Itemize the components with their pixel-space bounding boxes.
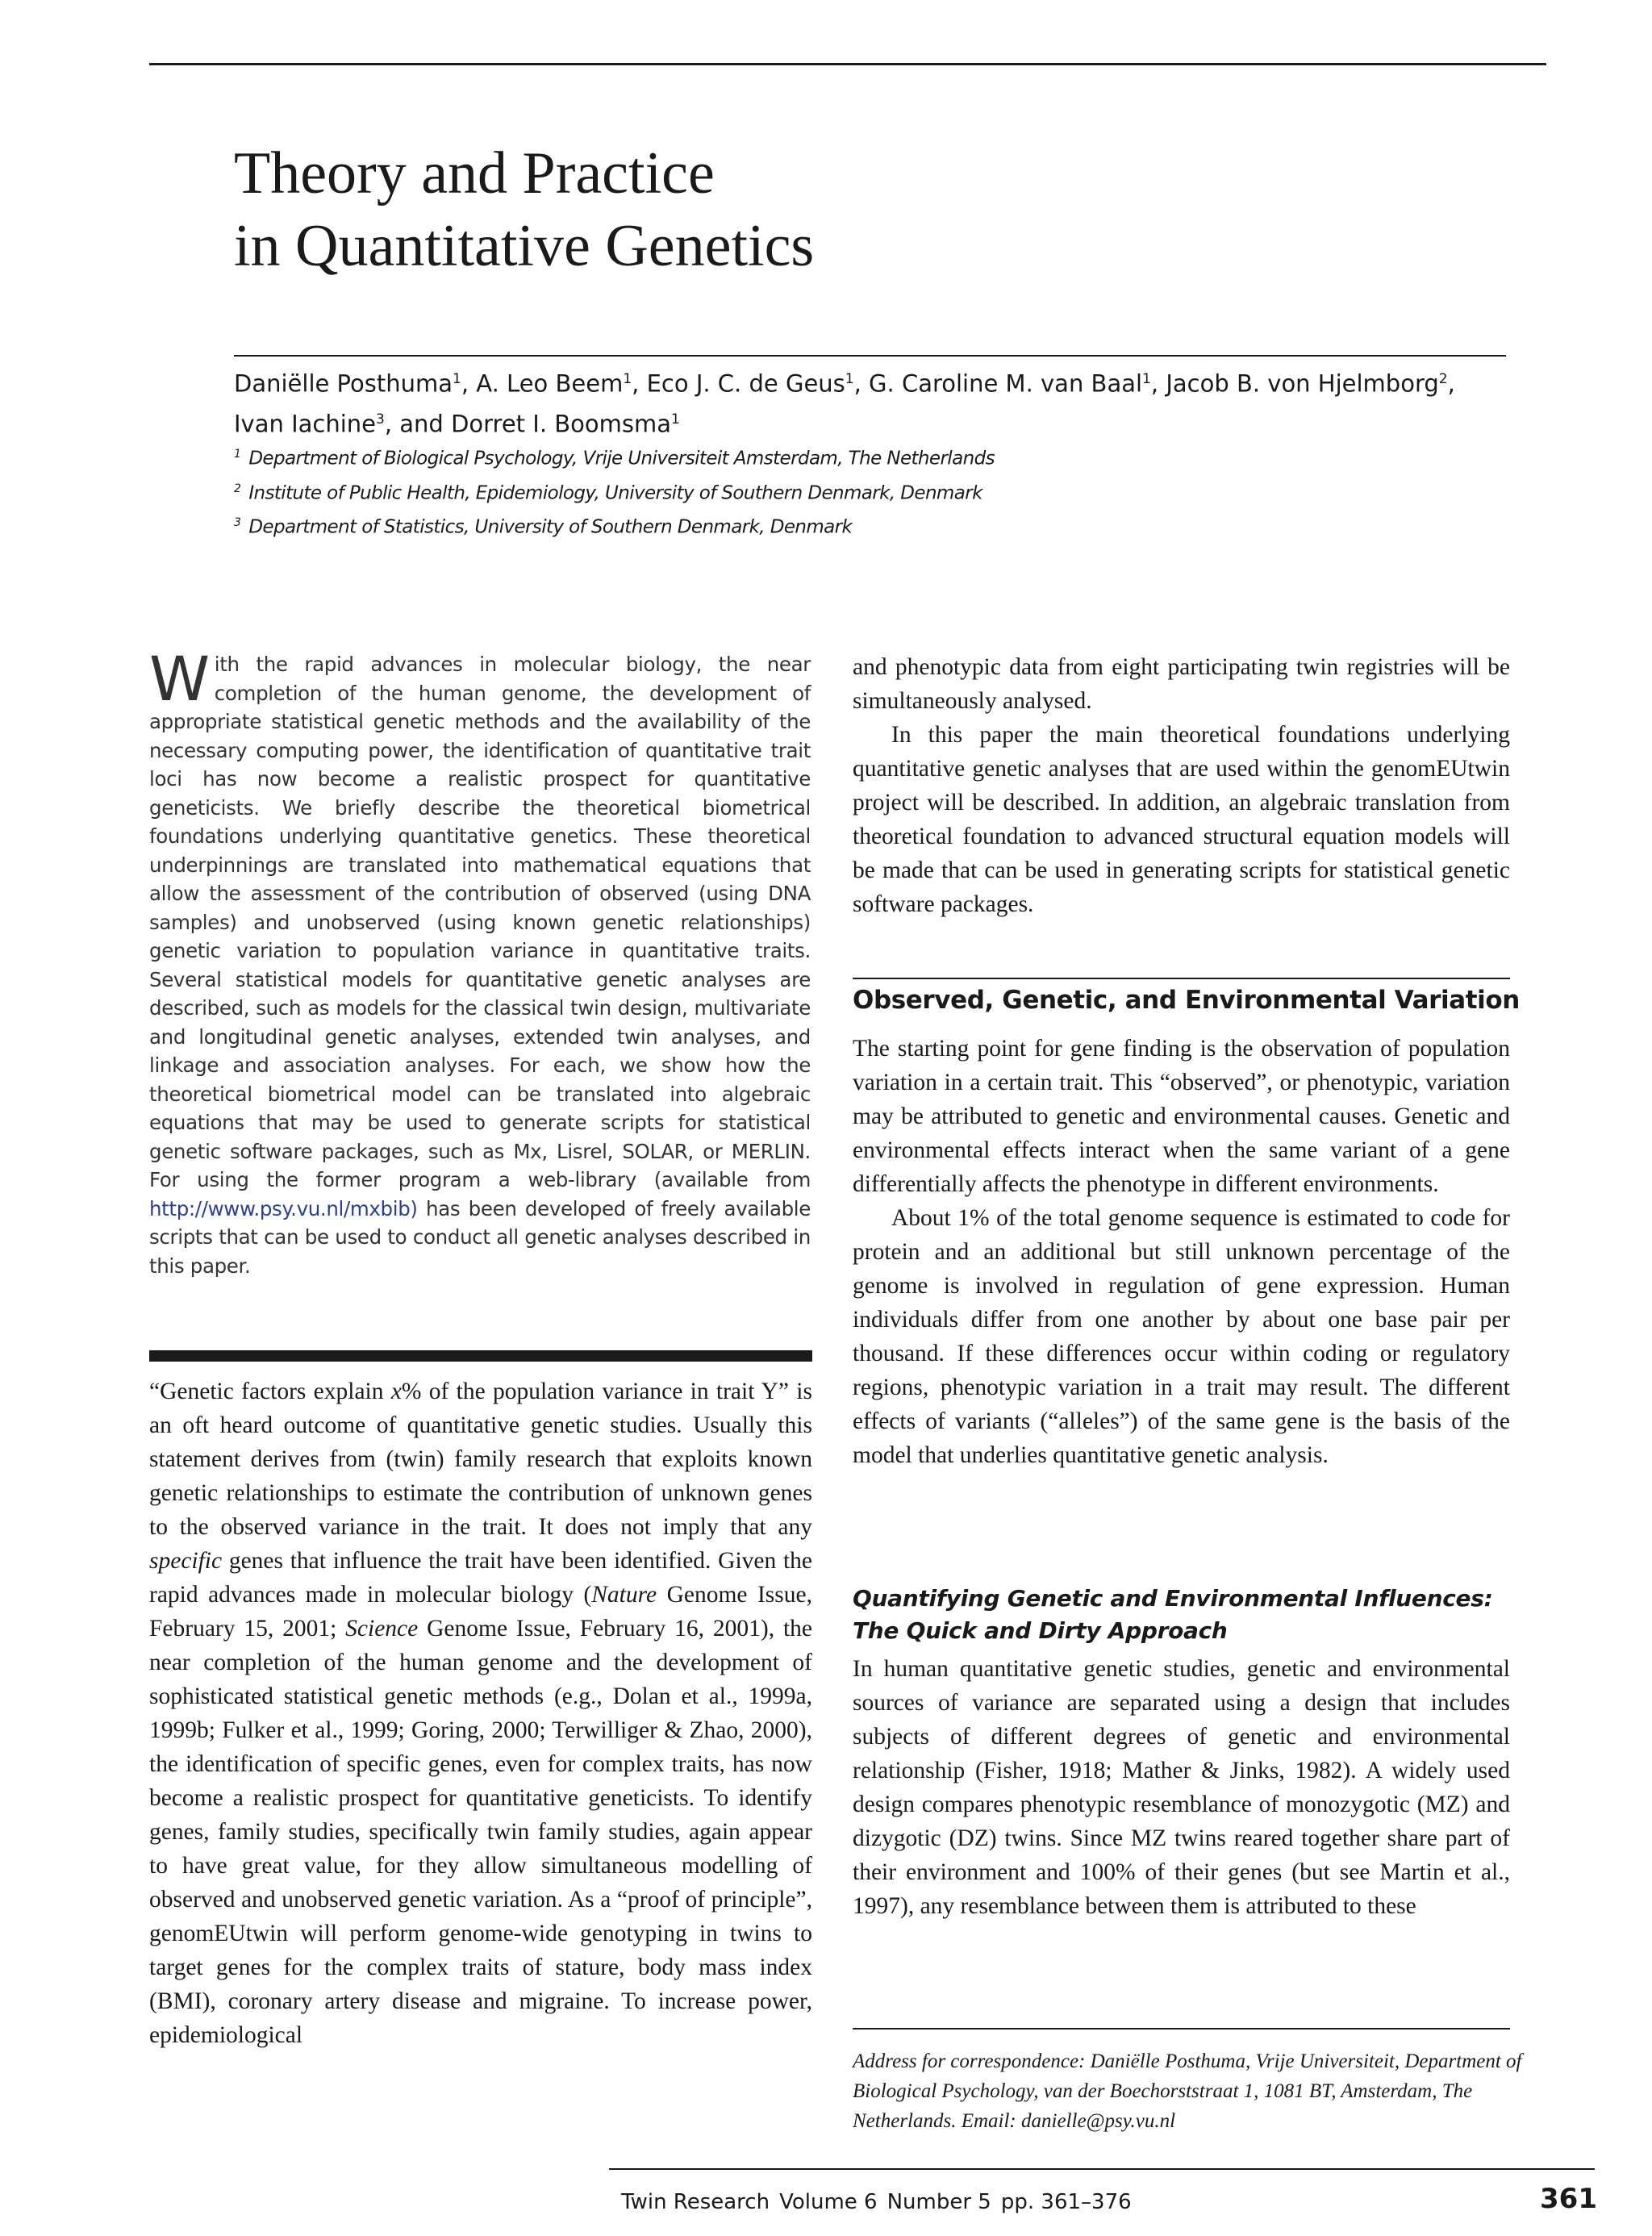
abstract-text: ith the rapid advances in molecular biology, the near completion of the human genome, the development of appropriate statistical genetic methods and the availability of the necessary computing power, the identification of quantitative trait loci has now become a realistic prospect for quantitative geneticists. We briefly describe the theoretical biometrical foundations underlying quantitative genetics. These theoretical underpinnings are translated into mathematical equations that allow the assessment of the contribution of observed (using DNA samples) and unobserved (using known genetic relationships) genetic variation to population variance in quantitative traits. Several statistical models for quantitative genetic analyses are described, such as models for the classical twin design, multivariate and longitudinal genetic analyses, extended twin analyses, and linkage and association analyses. For each, we show how the theoretical biometrical model can be translated into algebraic equations that may be used to generate scripts for statistical genetic software packages, such as Mx, Lisrel, SOLAR, or MERLIN. For using the former program a web-library (available from [149, 653, 811, 1191]
journal-pages: pp. 361–376 [1000, 2190, 1132, 2214]
journal-footer [621, 2188, 1347, 2216]
subsection-heading-line-1: Quantifying Genetic and Environmental Influences: [853, 1585, 1493, 1612]
journal-volume: Volume 6 [779, 2190, 878, 2214]
intro-continuation: and phenotypic data from eight participating twin registries will be simultaneously analysed. [853, 654, 1510, 714]
section-body [853, 1032, 1510, 1472]
page-number: 361 [1540, 2183, 1597, 2215]
affiliation-text: Department of Biological Psychology, Vrije Universiteit Amsterdam, The Netherlands [248, 448, 995, 469]
text-run: Genome Issue, February 16, 2001), the near completion of the human genome and the development of sophisticated statistical genetic methods (e.g., Dolan et al., 1999a, 1999b; Fulker et al., 1999; Goring, 2000; Terwilliger & Zhao, 2000), the identification of specific genes, even for complex traits, has now become a realistic prospect for quantitative geneticists. To identify genes, family studies, specifically twin family studies, again appear to have great value, for they allow simultaneous modelling of observed and unobserved genetic variation. As a “proof of principle”, genomEUtwin will perform genome-wide genotyping in twins to target genes for the complex traits of stature, body mass index (BMI), coronary artery disease and migraine. To increase power, epidemiological [149, 1616, 813, 2048]
text-run-italic: x [390, 1379, 402, 1404]
author-separator: , [632, 369, 647, 398]
journal-number: Number 5 [886, 2190, 991, 2214]
affiliation-marker: 3 [376, 411, 385, 428]
author-separator: , [1150, 369, 1166, 398]
address-rule [853, 2028, 1510, 2030]
section-heading: Observed, Genetic, and Environmental Variation [853, 986, 1520, 1015]
affiliation-text: Department of Statistics, University of Southern Denmark, Denmark [248, 516, 853, 538]
author-name: Eco J. C. de Geus [646, 369, 845, 398]
text-run: “Genetic factors explain [149, 1379, 391, 1404]
author-name: G. Caroline M. van Baal [869, 369, 1143, 398]
text-run: % of the population variance in trait Y” is an oft heard outcome of quantitative genetic studies. Usually this statement derives from (twin) family research that exploits known genetic relationships to estimate the contribution of unknown genes to the observed variance in the trait. It does not imply that any [149, 1379, 812, 1540]
author-rule [234, 355, 1506, 357]
abstract-text-end: has been developed of freely available scripts that can be used to conduct all genetic analyses described in this paper. [149, 1196, 811, 1278]
correspondence-address: Address for correspondence: Daniëlle Posthuma, Vrije Universiteit, Department of Biological Psychology, van der Boechorststraat 1, 1081 BT, Amsterdam, The Netherlands. Email: danielle@psy.vu.nl [853, 2050, 1522, 2132]
footer-rule [609, 2168, 1595, 2170]
journal-name: Twin Research [621, 2190, 770, 2214]
section-paragraph-1: The starting point for gene finding is the observation of population variation in a certain trait. This “observed”, or phenotypic, variation may be attributed to genetic and environmental causes. Genetic and environmental effects interact when the same variant of a gene differentially affects the phenotype in different environments. [853, 1036, 1510, 1197]
affiliation-item [234, 440, 1363, 474]
intro-paragraph-2: In this paper the main theoretical foundations underlying quantitative genetic analyses that are used within the genomEUtwin project will be described. In addition, an algebraic translation from theoretical foundation to advanced structural equation models will be made that can be used in generating scripts for statistical genetic software packages. [853, 722, 1510, 917]
text-run-italic: Science [345, 1616, 419, 1642]
subsection-heading [853, 1583, 1522, 1647]
intro-paragraph [149, 1375, 812, 2052]
affiliation-item [234, 508, 1363, 543]
top-rule [149, 63, 1546, 65]
text-run: Genome Issue, February 15, 2001; [149, 1582, 812, 1642]
affiliation-number: 1 [234, 448, 241, 461]
intro-column-right [853, 650, 1510, 921]
author-list [234, 361, 1525, 441]
affiliation-marker: 1 [623, 371, 632, 387]
affiliation-marker: 1 [845, 371, 854, 387]
affiliation-list [234, 440, 1363, 543]
author-separator: , [1447, 369, 1455, 398]
subsection-heading-line-2: The Quick and Dirty Approach [853, 1617, 1228, 1644]
affiliation-number: 2 [234, 482, 241, 495]
author-name: Daniëlle Posthuma [234, 369, 453, 398]
section-rule [853, 978, 1510, 979]
title-line-2: in Quantitative Genetics [234, 213, 815, 279]
subsection-body [853, 1652, 1510, 1923]
author-name: Jacob B. von Hjelmborg [1166, 369, 1439, 398]
author-name: A. Leo Beem [476, 369, 624, 398]
abstract-dropcap: W [149, 643, 210, 715]
subsection-paragraph-1: In human quantitative genetic studies, genetic and environmental sources of variance are separated using a design that includes subjects of different degrees of genetic and environmental relationship (Fisher, 1918; Mather & Jinks, 1982). A widely used design compares phenotypic resemblance of monozygotic (MZ) and dizygotic (DZ) twins. Since MZ twins reared together share part of their environment and 100% of their genes (but see Martin et al., 1997), any resemblance between them is attributed to these [853, 1656, 1510, 1919]
author-name: Ivan Iachine [234, 410, 377, 438]
title-line-1: Theory and Practice [234, 140, 715, 206]
abstract-divider [149, 1350, 812, 1362]
affiliation-text: Institute of Public Health, Epidemiology, University of Southern Denmark, Denmark [248, 482, 982, 504]
section-paragraph-2: About 1% of the total genome sequence is estimated to code for protein and an additional but still unknown percentage of the genome is involved in regulation of gene expression. Human individuals differ from one another by about one base pair per thousand. If these differences occur within coding or regulatory regions, phenotypic variation in a trait may result. The different effects of variants (“alleles”) of the same gene is the basis of the model that underlies quantitative genetic analysis. [853, 1205, 1510, 1468]
affiliation-item [234, 474, 1363, 509]
affiliation-marker: 1 [453, 371, 461, 387]
abstract [149, 643, 811, 1280]
text-run-italic: specific [149, 1548, 223, 1574]
author-separator: , [853, 369, 870, 398]
author-separator: , and [384, 410, 452, 438]
text-run-italic: Nature [591, 1582, 657, 1608]
affiliation-number: 3 [234, 516, 241, 530]
affiliation-marker: 1 [1142, 371, 1151, 387]
intro-column-left [149, 1375, 812, 2052]
author-separator: , [461, 369, 477, 398]
mxbib-link[interactable]: http://www.psy.vu.nl/mxbib) [149, 1196, 418, 1220]
affiliation-marker: 1 [671, 411, 680, 428]
author-name: Dorret I. Boomsma [451, 410, 672, 438]
affiliation-marker: 2 [1438, 371, 1448, 387]
paper-title [234, 137, 1444, 282]
text-run: genes that influence the trait have been identified. Given the rapid advances made in molecular biology ( [149, 1548, 812, 1608]
